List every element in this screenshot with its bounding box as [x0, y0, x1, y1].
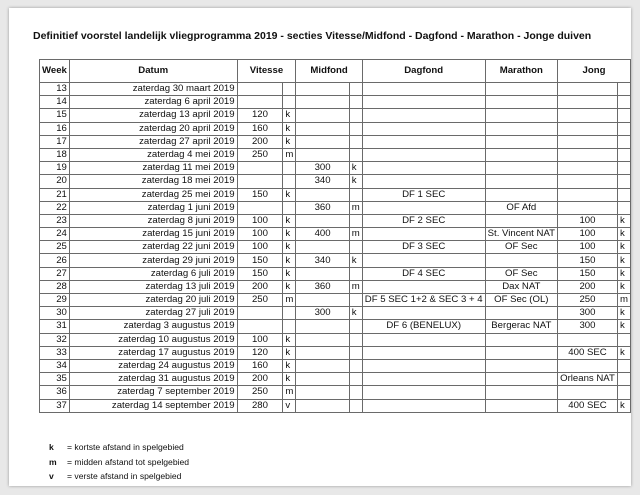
cell-vitesse-unit: k: [283, 346, 296, 359]
cell-jong-unit: [617, 175, 630, 188]
cell-dagfond: DF 6 (BENELUX): [362, 320, 485, 333]
cell-vitesse: 100: [237, 228, 283, 241]
cell-dagfond: DF 4 SEC: [362, 267, 485, 280]
cell-dagfond: [362, 162, 485, 175]
header-marathon: Marathon: [485, 60, 557, 83]
legend-item: [49, 471, 189, 486]
cell-vitesse-unit: [283, 83, 296, 96]
cell-datum: zaterdag 29 juni 2019: [69, 254, 237, 267]
cell-midfond: [296, 320, 349, 333]
cell-midfond: [296, 399, 349, 412]
cell-marathon: [485, 188, 557, 201]
table-row: [40, 83, 631, 96]
cell-vitesse: 100: [237, 333, 283, 346]
legend-text: = midden afstand tot spelgebied: [67, 456, 190, 467]
cell-datum: zaterdag 31 augustus 2019: [69, 373, 237, 386]
cell-vitesse: [237, 175, 283, 188]
cell-jong: 150: [558, 267, 618, 280]
cell-marathon: OF Sec: [485, 267, 557, 280]
legend-key: v: [49, 471, 54, 481]
cell-marathon: [485, 148, 557, 161]
table-row: [40, 267, 631, 280]
table-row: [40, 307, 631, 320]
table-row: [40, 241, 631, 254]
cell-midfond-unit: [349, 346, 362, 359]
table-row: [40, 109, 631, 122]
cell-midfond: [296, 122, 349, 135]
cell-vitesse-unit: k: [283, 373, 296, 386]
cell-jong: 200: [558, 280, 618, 293]
cell-dagfond: [362, 333, 485, 346]
cell-midfond-unit: [349, 188, 362, 201]
cell-vitesse-unit: m: [283, 386, 296, 399]
cell-jong-unit: [617, 109, 630, 122]
cell-jong-unit: [617, 135, 630, 148]
cell-marathon: [485, 359, 557, 372]
cell-dagfond: [362, 83, 485, 96]
cell-datum: zaterdag 25 mei 2019: [69, 188, 237, 201]
cell-midfond: [296, 333, 349, 346]
cell-vitesse-unit: v: [283, 399, 296, 412]
cell-midfond-unit: [349, 386, 362, 399]
cell-midfond: 340: [296, 254, 349, 267]
table-row: [40, 280, 631, 293]
cell-jong: 150: [558, 254, 618, 267]
header-week: Week: [40, 60, 70, 83]
cell-vitesse-unit: k: [283, 109, 296, 122]
cell-jong-unit: [617, 162, 630, 175]
cell-midfond-unit: [349, 214, 362, 227]
cell-week: 17: [40, 135, 70, 148]
cell-dagfond: DF 5 SEC 1+2 & SEC 3 + 4: [362, 294, 485, 307]
cell-vitesse-unit: k: [283, 241, 296, 254]
cell-datum: zaterdag 8 juni 2019: [69, 214, 237, 227]
cell-jong: [558, 122, 618, 135]
cell-marathon: [485, 135, 557, 148]
cell-midfond-unit: [349, 148, 362, 161]
cell-jong: [558, 201, 618, 214]
header-vitesse: Vitesse: [237, 60, 296, 83]
cell-vitesse: 280: [237, 399, 283, 412]
page-title: Definitief voorstel landelijk vliegprogramma 2019 - secties Vitesse/Midfond - Dagfond - Marathon - Jonge duiven: [33, 30, 592, 42]
cell-midfond: 300: [296, 162, 349, 175]
cell-dagfond: [362, 373, 485, 386]
cell-marathon: [485, 83, 557, 96]
cell-jong-unit: [617, 148, 630, 161]
cell-datum: zaterdag 17 augustus 2019: [69, 346, 237, 359]
table-row: [40, 214, 631, 227]
cell-jong: [558, 359, 618, 372]
cell-midfond: [296, 109, 349, 122]
cell-jong: [558, 96, 618, 109]
cell-datum: zaterdag 6 april 2019: [69, 96, 237, 109]
cell-week: 37: [40, 399, 70, 412]
cell-midfond-unit: [349, 373, 362, 386]
cell-midfond: [296, 359, 349, 372]
cell-jong: [558, 188, 618, 201]
cell-dagfond: DF 2 SEC: [362, 214, 485, 227]
cell-vitesse: 200: [237, 373, 283, 386]
cell-jong-unit: [617, 122, 630, 135]
legend-item: [49, 442, 189, 457]
cell-midfond-unit: m: [349, 280, 362, 293]
document-page: [9, 8, 631, 486]
cell-week: 34: [40, 359, 70, 372]
cell-vitesse: 160: [237, 359, 283, 372]
cell-week: 27: [40, 267, 70, 280]
cell-vitesse-unit: k: [283, 122, 296, 135]
cell-midfond: [296, 135, 349, 148]
cell-week: 19: [40, 162, 70, 175]
cell-jong-unit: [617, 201, 630, 214]
table-row: [40, 386, 631, 399]
cell-jong-unit: k: [617, 307, 630, 320]
cell-midfond-unit: k: [349, 254, 362, 267]
cell-week: 14: [40, 96, 70, 109]
cell-week: 18: [40, 148, 70, 161]
cell-marathon: OF Sec: [485, 241, 557, 254]
cell-week: 20: [40, 175, 70, 188]
cell-vitesse: 250: [237, 148, 283, 161]
cell-dagfond: [362, 228, 485, 241]
cell-vitesse-unit: k: [283, 228, 296, 241]
cell-vitesse: [237, 307, 283, 320]
cell-week: 21: [40, 188, 70, 201]
cell-marathon: [485, 214, 557, 227]
cell-datum: zaterdag 6 juli 2019: [69, 267, 237, 280]
table-row: [40, 399, 631, 412]
cell-midfond-unit: [349, 333, 362, 346]
cell-marathon: [485, 399, 557, 412]
cell-week: 32: [40, 333, 70, 346]
cell-vitesse-unit: [283, 320, 296, 333]
table-row: [40, 201, 631, 214]
cell-jong: 100: [558, 241, 618, 254]
cell-midfond: [296, 267, 349, 280]
table-row: [40, 188, 631, 201]
table-row: [40, 122, 631, 135]
cell-week: 31: [40, 320, 70, 333]
cell-midfond: [296, 83, 349, 96]
cell-midfond-unit: [349, 267, 362, 280]
cell-jong-unit: [617, 188, 630, 201]
cell-week: 29: [40, 294, 70, 307]
schedule-table: [39, 59, 631, 413]
cell-week: 26: [40, 254, 70, 267]
cell-marathon: [485, 96, 557, 109]
cell-week: 25: [40, 241, 70, 254]
cell-vitesse-unit: k: [283, 135, 296, 148]
cell-vitesse: 100: [237, 214, 283, 227]
legend-item: [49, 457, 189, 472]
cell-marathon: OF Afd: [485, 201, 557, 214]
cell-marathon: [485, 122, 557, 135]
cell-vitesse: [237, 320, 283, 333]
cell-vitesse: 150: [237, 254, 283, 267]
cell-jong: Orleans NAT: [558, 373, 618, 386]
table-row: [40, 346, 631, 359]
table-row: [40, 373, 631, 386]
cell-dagfond: [362, 201, 485, 214]
cell-jong: [558, 109, 618, 122]
table-row: [40, 135, 631, 148]
cell-midfond-unit: [349, 320, 362, 333]
cell-jong-unit: [617, 83, 630, 96]
cell-dagfond: [362, 346, 485, 359]
header-row: [40, 60, 631, 83]
cell-vitesse-unit: k: [283, 214, 296, 227]
cell-jong-unit: k: [617, 267, 630, 280]
table-row: [40, 294, 631, 307]
cell-marathon: [485, 109, 557, 122]
legend-key: k: [49, 442, 54, 452]
cell-jong-unit: k: [617, 214, 630, 227]
cell-week: 35: [40, 373, 70, 386]
cell-vitesse-unit: m: [283, 148, 296, 161]
cell-jong-unit: [617, 373, 630, 386]
cell-vitesse: 150: [237, 267, 283, 280]
cell-jong-unit: k: [617, 320, 630, 333]
cell-jong: [558, 333, 618, 346]
cell-jong-unit: k: [617, 346, 630, 359]
cell-midfond: [296, 148, 349, 161]
cell-marathon: [485, 373, 557, 386]
cell-jong: 400 SEC: [558, 399, 618, 412]
table-row: [40, 162, 631, 175]
table-row: [40, 254, 631, 267]
cell-vitesse-unit: [283, 307, 296, 320]
cell-week: 30: [40, 307, 70, 320]
cell-dagfond: [362, 254, 485, 267]
cell-dagfond: [362, 96, 485, 109]
cell-midfond: 400: [296, 228, 349, 241]
cell-midfond: [296, 386, 349, 399]
cell-vitesse: 200: [237, 135, 283, 148]
table-row: [40, 320, 631, 333]
cell-dagfond: [362, 280, 485, 293]
cell-datum: zaterdag 7 september 2019: [69, 386, 237, 399]
cell-week: 36: [40, 386, 70, 399]
cell-jong-unit: [617, 333, 630, 346]
table-row: [40, 175, 631, 188]
cell-vitesse-unit: [283, 96, 296, 109]
cell-datum: zaterdag 18 mei 2019: [69, 175, 237, 188]
cell-midfond-unit: [349, 109, 362, 122]
cell-midfond: 300: [296, 307, 349, 320]
cell-datum: zaterdag 10 augustus 2019: [69, 333, 237, 346]
cell-marathon: Bergerac NAT: [485, 320, 557, 333]
cell-vitesse-unit: k: [283, 280, 296, 293]
cell-dagfond: [362, 148, 485, 161]
cell-dagfond: [362, 307, 485, 320]
cell-datum: zaterdag 30 maart 2019: [69, 83, 237, 96]
cell-dagfond: [362, 386, 485, 399]
cell-datum: zaterdag 20 juli 2019: [69, 294, 237, 307]
cell-jong-unit: [617, 386, 630, 399]
cell-vitesse-unit: k: [283, 333, 296, 346]
cell-jong: [558, 148, 618, 161]
table-row: [40, 96, 631, 109]
legend-key: m: [49, 456, 57, 467]
cell-datum: zaterdag 27 april 2019: [69, 135, 237, 148]
cell-marathon: Dax NAT: [485, 280, 557, 293]
cell-vitesse: 160: [237, 122, 283, 135]
cell-jong: 300: [558, 320, 618, 333]
cell-dagfond: [362, 135, 485, 148]
cell-midfond-unit: [349, 96, 362, 109]
cell-vitesse: 120: [237, 109, 283, 122]
cell-vitesse: 250: [237, 294, 283, 307]
table-body: [40, 83, 631, 413]
cell-vitesse: 150: [237, 188, 283, 201]
cell-week: 23: [40, 214, 70, 227]
cell-midfond-unit: [349, 122, 362, 135]
cell-vitesse: 200: [237, 280, 283, 293]
legend-text: = verste afstand in spelgebied: [67, 471, 182, 481]
cell-jong-unit: k: [617, 399, 630, 412]
cell-midfond-unit: [349, 399, 362, 412]
cell-vitesse: [237, 96, 283, 109]
cell-dagfond: DF 3 SEC: [362, 241, 485, 254]
cell-midfond: [296, 294, 349, 307]
header-midfond: Midfond: [296, 60, 362, 83]
cell-midfond: 360: [296, 201, 349, 214]
cell-week: 13: [40, 83, 70, 96]
cell-marathon: [485, 333, 557, 346]
cell-datum: zaterdag 11 mei 2019: [69, 162, 237, 175]
cell-midfond: [296, 96, 349, 109]
table-row: [40, 359, 631, 372]
cell-marathon: [485, 175, 557, 188]
cell-midfond-unit: m: [349, 228, 362, 241]
cell-datum: zaterdag 3 augustus 2019: [69, 320, 237, 333]
cell-datum: zaterdag 13 april 2019: [69, 109, 237, 122]
cell-midfond: [296, 241, 349, 254]
cell-midfond-unit: [349, 135, 362, 148]
cell-jong-unit: k: [617, 280, 630, 293]
header-dagfond: Dagfond: [362, 60, 485, 83]
cell-jong-unit: k: [617, 241, 630, 254]
legend: [49, 442, 189, 486]
cell-week: 22: [40, 201, 70, 214]
cell-vitesse: 100: [237, 241, 283, 254]
cell-datum: zaterdag 22 juni 2019: [69, 241, 237, 254]
cell-datum: zaterdag 4 mei 2019: [69, 148, 237, 161]
header-datum: Datum: [69, 60, 237, 83]
cell-dagfond: [362, 175, 485, 188]
cell-vitesse-unit: [283, 175, 296, 188]
cell-datum: zaterdag 24 augustus 2019: [69, 359, 237, 372]
cell-vitesse: 120: [237, 346, 283, 359]
cell-dagfond: DF 1 SEC: [362, 188, 485, 201]
cell-jong: 100: [558, 228, 618, 241]
cell-marathon: [485, 254, 557, 267]
cell-midfond-unit: k: [349, 162, 362, 175]
cell-datum: zaterdag 20 april 2019: [69, 122, 237, 135]
cell-vitesse-unit: m: [283, 294, 296, 307]
cell-marathon: [485, 162, 557, 175]
cell-marathon: [485, 346, 557, 359]
cell-midfond-unit: [349, 83, 362, 96]
cell-jong: [558, 83, 618, 96]
cell-week: 33: [40, 346, 70, 359]
cell-dagfond: [362, 399, 485, 412]
cell-midfond-unit: m: [349, 201, 362, 214]
cell-vitesse-unit: k: [283, 359, 296, 372]
cell-midfond-unit: k: [349, 307, 362, 320]
cell-midfond: [296, 346, 349, 359]
legend-text: = kortste afstand in spelgebied: [67, 442, 184, 452]
cell-marathon: [485, 307, 557, 320]
cell-midfond-unit: k: [349, 175, 362, 188]
cell-jong: 100: [558, 214, 618, 227]
cell-dagfond: [362, 109, 485, 122]
cell-datum: zaterdag 15 juni 2019: [69, 228, 237, 241]
cell-week: 24: [40, 228, 70, 241]
cell-vitesse: [237, 201, 283, 214]
cell-vitesse-unit: [283, 162, 296, 175]
cell-vitesse-unit: [283, 201, 296, 214]
cell-datum: zaterdag 14 september 2019: [69, 399, 237, 412]
cell-jong-unit: [617, 359, 630, 372]
table-row: [40, 228, 631, 241]
cell-marathon: [485, 386, 557, 399]
cell-marathon: OF Sec (OL): [485, 294, 557, 307]
cell-vitesse: [237, 162, 283, 175]
cell-jong: 250: [558, 294, 618, 307]
cell-week: 15: [40, 109, 70, 122]
cell-jong: [558, 162, 618, 175]
cell-vitesse-unit: k: [283, 267, 296, 280]
cell-jong-unit: [617, 96, 630, 109]
cell-midfond: [296, 214, 349, 227]
cell-vitesse: 250: [237, 386, 283, 399]
cell-jong: [558, 175, 618, 188]
cell-midfond: [296, 373, 349, 386]
cell-week: 28: [40, 280, 70, 293]
header-jong: Jong: [558, 60, 631, 83]
cell-jong: [558, 135, 618, 148]
cell-dagfond: [362, 122, 485, 135]
cell-jong-unit: m: [617, 294, 630, 307]
cell-vitesse: [237, 83, 283, 96]
cell-vitesse-unit: k: [283, 188, 296, 201]
cell-datum: zaterdag 1 juni 2019: [69, 201, 237, 214]
table-row: [40, 148, 631, 161]
cell-jong-unit: k: [617, 254, 630, 267]
cell-week: 16: [40, 122, 70, 135]
cell-midfond-unit: [349, 241, 362, 254]
cell-jong: 400 SEC: [558, 346, 618, 359]
cell-jong: 300: [558, 307, 618, 320]
cell-datum: zaterdag 27 juli 2019: [69, 307, 237, 320]
cell-marathon: St. Vincent NAT: [485, 228, 557, 241]
cell-datum: zaterdag 13 juli 2019: [69, 280, 237, 293]
cell-jong: [558, 386, 618, 399]
cell-jong-unit: k: [617, 228, 630, 241]
cell-dagfond: [362, 359, 485, 372]
cell-vitesse-unit: k: [283, 254, 296, 267]
cell-midfond-unit: [349, 294, 362, 307]
cell-midfond: 360: [296, 280, 349, 293]
cell-midfond: [296, 188, 349, 201]
table-row: [40, 333, 631, 346]
cell-midfond-unit: [349, 359, 362, 372]
cell-midfond: 340: [296, 175, 349, 188]
